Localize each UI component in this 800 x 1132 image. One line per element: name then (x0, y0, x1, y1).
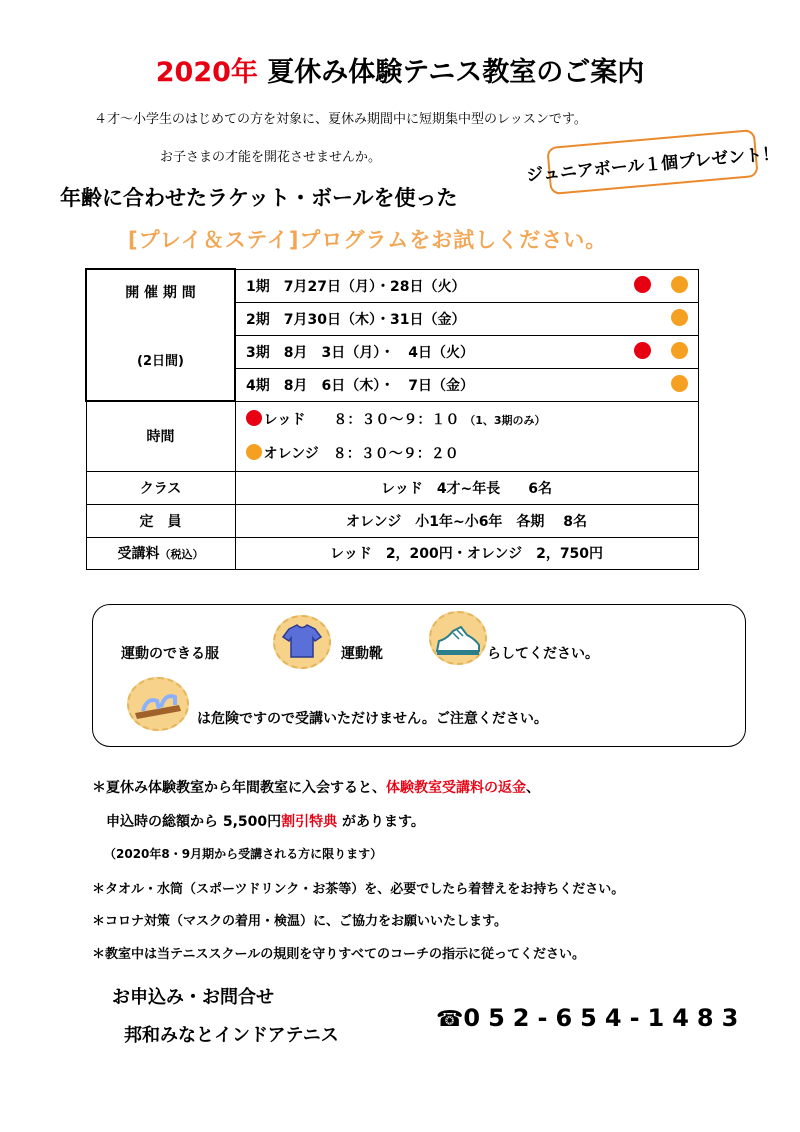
bullet-towel: ＊タオル・水筒（スポーツドリンク・お茶等）を、必要でしたら着替えをお持ちください。 (92, 882, 625, 897)
period-text: 1期 7月27日（月）・28日（火） (246, 278, 466, 295)
notice-clothes-text: 運動のできる服 (121, 646, 219, 662)
contact-label: お申込み・お問合せ (112, 987, 274, 1008)
period-text: 4期 8月 6日（木）・ 7日（金） (246, 377, 474, 394)
time-red: レッド ８：３０～９：１０ (263, 411, 460, 428)
refund-highlight: 体験教室受講料の返金 (386, 780, 526, 796)
period-label: 開 催 期 間 (125, 284, 196, 301)
intro-line-1: ４才～小学生のはじめての方を対象に、夏休み期間中に短期集中型のレッスンです。 (94, 112, 587, 127)
period-row-2 (235, 302, 698, 335)
period-text: 2期 7月30日（木）・31日（金） (246, 311, 466, 328)
time-label: 時間 (86, 401, 235, 471)
heading-racket-ball: 年齢に合わせたラケット・ボールを使った (60, 186, 458, 210)
orange-dot-icon (671, 342, 688, 359)
fee-note: （税込） (159, 548, 204, 561)
period-row-4 (235, 368, 698, 401)
period-text: 3期 8月 3日（月）・ 4日（火） (246, 344, 474, 361)
time-red-row (235, 401, 698, 436)
title-text: 夏休み体験テニス教室のご案内 (257, 57, 645, 88)
orange-dot-icon (246, 444, 262, 460)
red-dot-icon (246, 410, 262, 426)
contact-phone (436, 1004, 746, 1032)
fee-value: レッド 2，200円・オレンジ 2，750円 (235, 537, 698, 569)
red-dot-icon (634, 276, 651, 293)
intro-line-2: お子さまの才能を開花させませんか。 (160, 150, 382, 165)
class-red: レッド 4才~年長 6名 (235, 471, 698, 504)
fee-label: 受講料 (117, 546, 160, 562)
class-label: クラス (86, 471, 235, 504)
sandal-icon (127, 677, 189, 731)
period-days: (2日間) (137, 353, 184, 369)
notice-shoes-text: 運動靴 (341, 646, 383, 662)
contact-school-name: 邦和みなとインドアテニス (124, 1025, 339, 1046)
orange-dot-icon (671, 375, 688, 392)
time-orange-row (235, 436, 698, 471)
sneaker-icon (429, 611, 487, 665)
period-row-1 (235, 269, 698, 302)
bullet-refund: ＊夏休み体験教室から年間教室に入会すると、体験教室受講料の返金、 (92, 780, 540, 796)
bullet-discount: 申込時の総額から 5,500円割引特典 があります。 (106, 814, 425, 830)
period-label-cell (86, 269, 235, 401)
time-orange: オレンジ ８：３０～９：２０ (263, 446, 459, 463)
heading-play-stay: [プレイ＆ステイ]プログラムをお試しください。 (128, 228, 608, 252)
telephone-icon: ☎ (436, 1007, 464, 1032)
notice-danger-text: は危険ですので受講いただけません。ご注意ください。 (197, 711, 548, 727)
time-red-note: （1、3期のみ） (464, 413, 546, 427)
title-year: 2020年 (155, 57, 258, 88)
red-dot-icon (634, 342, 651, 359)
bullet-rules: ＊教室中は当テニススクールの規則を守りすべてのコーチの指示に従ってください。 (92, 947, 585, 962)
orange-dot-icon (671, 276, 688, 293)
present-stamp: ジュニアボール１個プレゼント！ (546, 129, 758, 195)
tshirt-icon (273, 615, 331, 669)
orange-dot-icon (671, 309, 688, 326)
page-title (0, 50, 800, 89)
notice-box (92, 604, 746, 747)
class-orange: オレンジ 小1年~小6年 各期 8名 (235, 504, 698, 537)
capacity-label: 定 員 (86, 504, 235, 537)
period-row-3 (235, 335, 698, 368)
notice-please-text: らしてください。 (487, 646, 599, 662)
schedule-table (85, 268, 699, 570)
bullet-corona: ＊コロナ対策（マスクの着用・検温）に、ご協力をお願いいたします。 (92, 914, 507, 929)
fee-label-cell (86, 537, 235, 569)
bullet-condition: （2020年8・9月期から受講される方に限ります） (104, 847, 383, 861)
phone-number[interactable]: 052-654-1483 (463, 1004, 747, 1032)
discount-highlight: 割引特典 (281, 814, 338, 830)
